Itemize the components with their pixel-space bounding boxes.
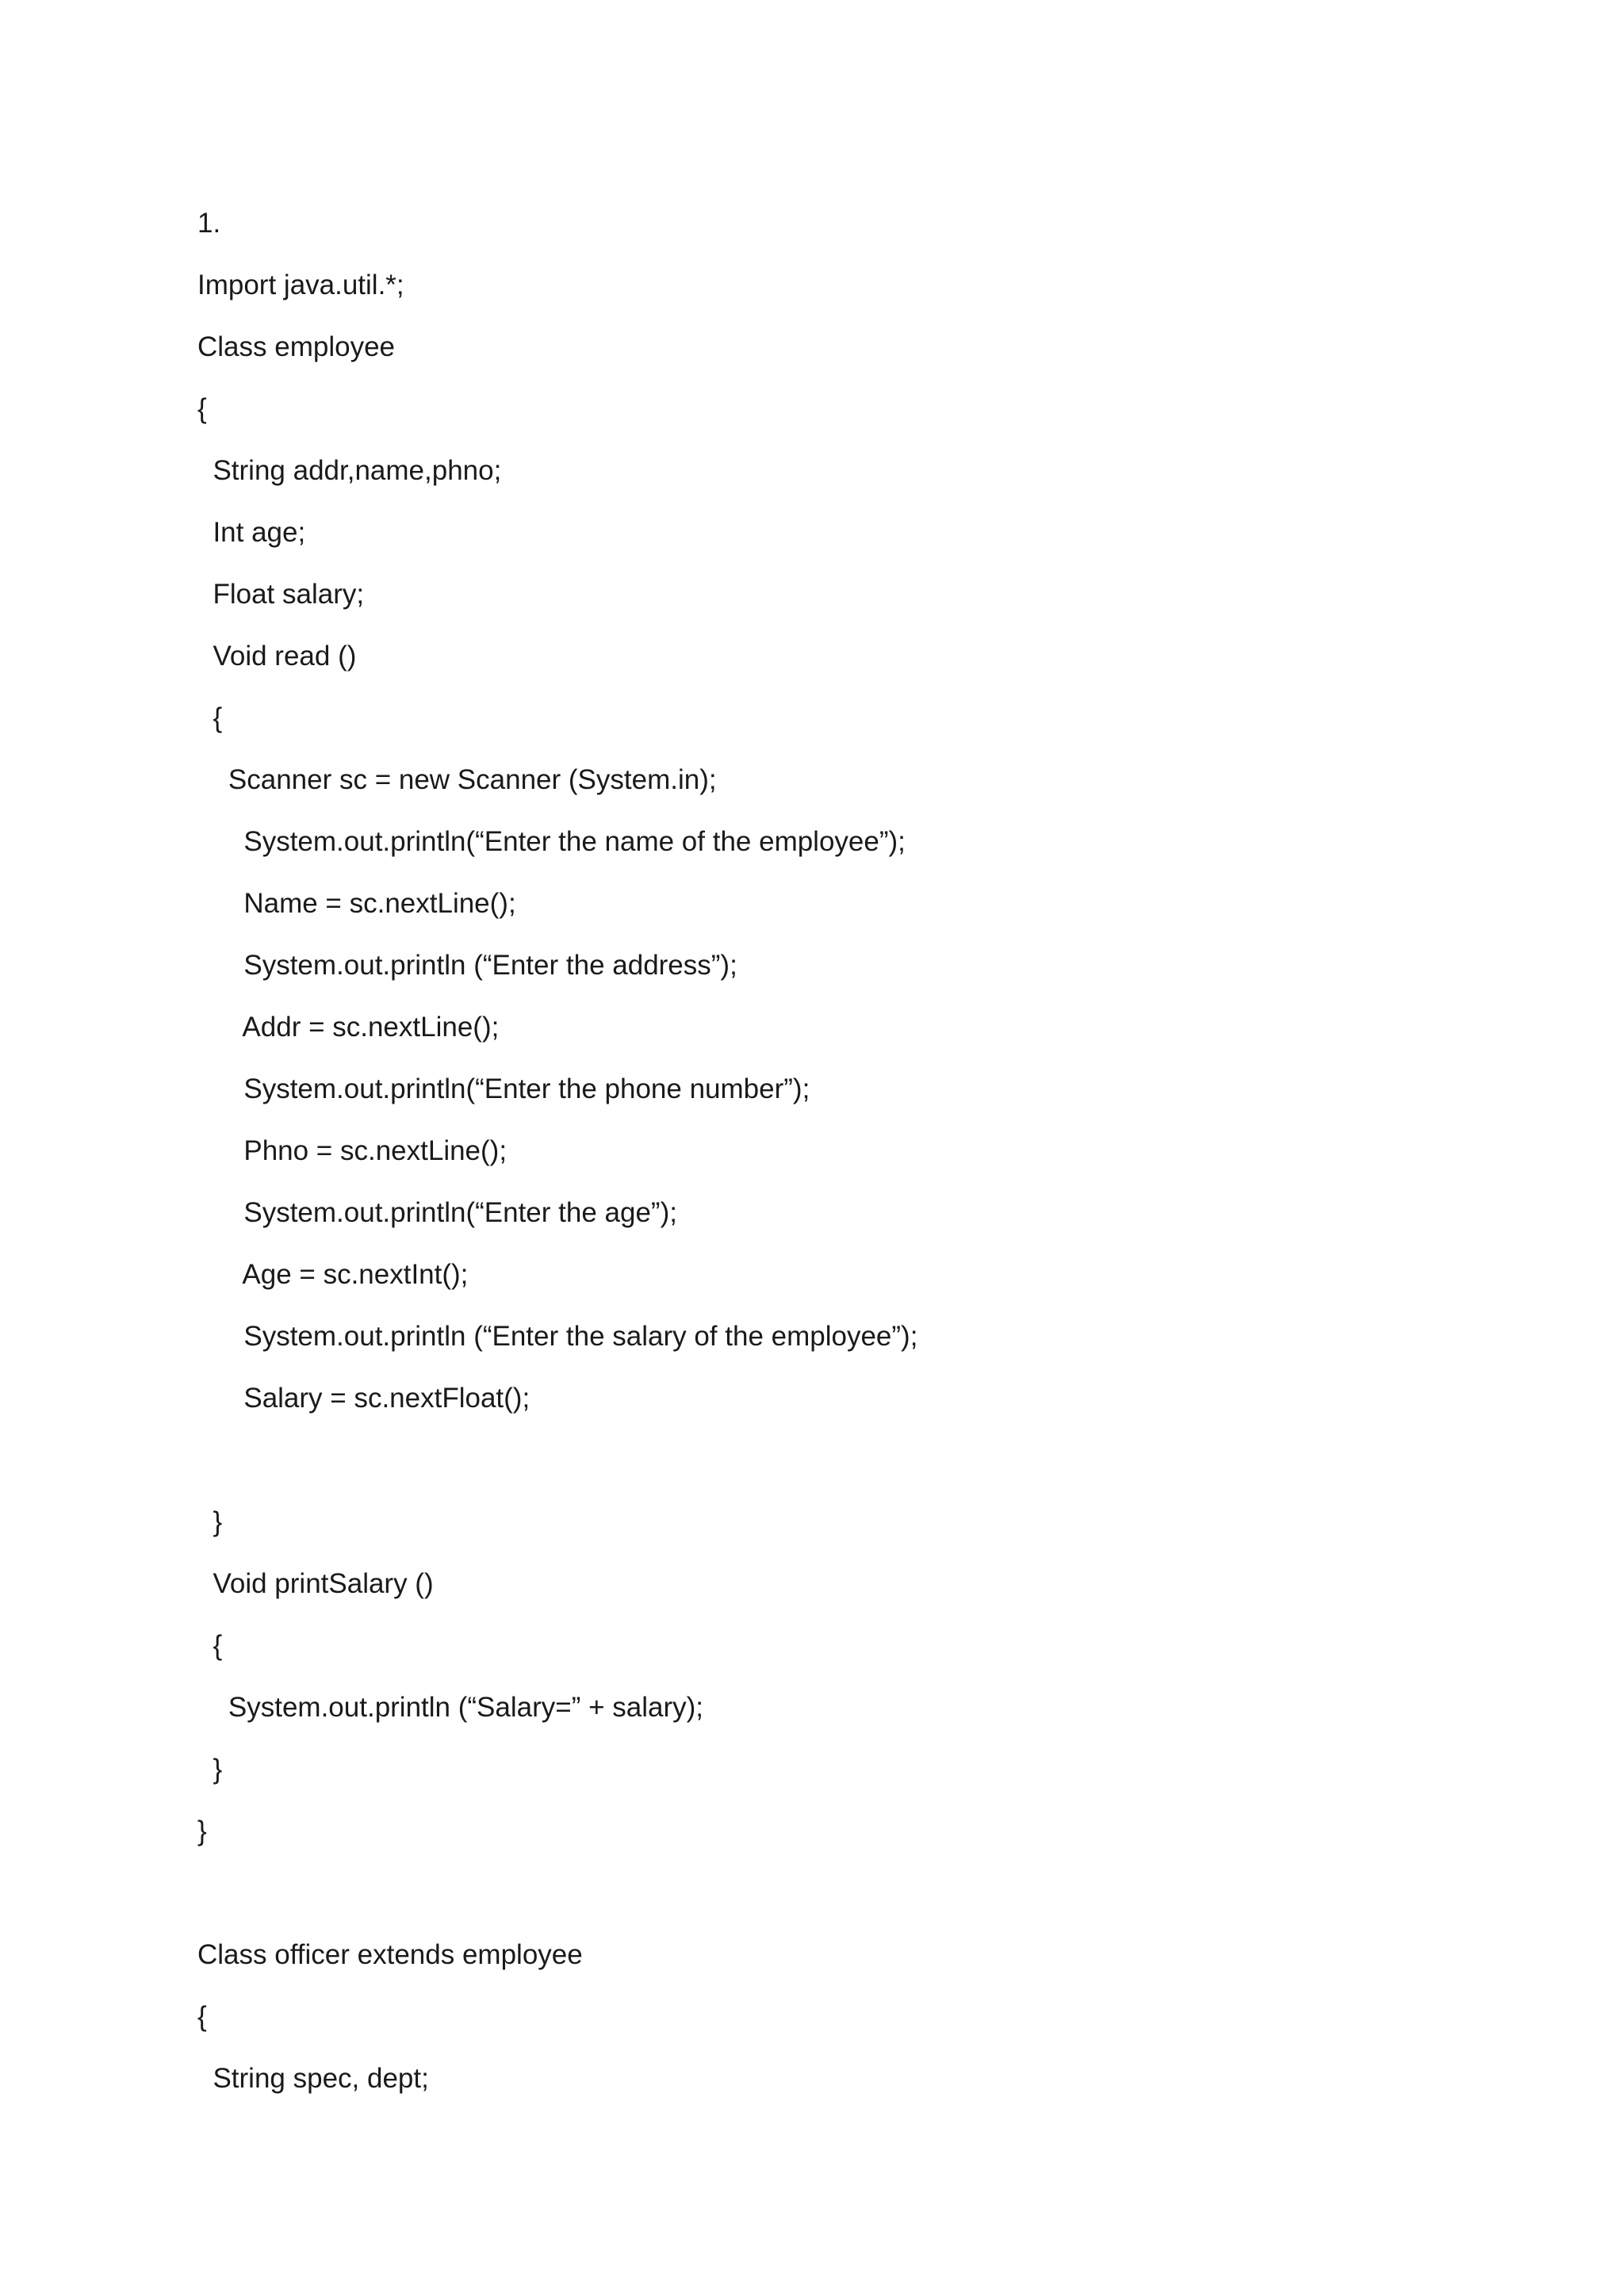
code-line: {	[197, 1630, 223, 1661]
code-line: System.out.println(“Enter the phone number”);	[197, 1073, 810, 1104]
code-line: System.out.println(“Enter the name of the employee”);	[197, 826, 906, 857]
code-line: Name = sc.nextLine();	[197, 888, 516, 919]
code-line: }	[197, 1506, 223, 1537]
code-line: Age = sc.nextInt();	[197, 1259, 469, 1290]
code-line: Void read ()	[197, 641, 357, 672]
code-line: Phno = sc.nextLine();	[197, 1135, 508, 1166]
code-line: Scanner sc = new Scanner (System.in);	[197, 764, 717, 795]
code-line: Class employee	[197, 331, 395, 362]
code-listing	[197, 193, 1545, 2110]
code-line: System.out.println (“Enter the address”);	[197, 950, 737, 981]
code-line: String addr,name,phno;	[197, 455, 502, 486]
code-line: {	[197, 702, 223, 733]
item-number: 1.	[197, 208, 221, 239]
code-line: System.out.println(“Enter the age”);	[197, 1197, 677, 1228]
blank-line	[197, 1862, 1545, 1924]
code-line: System.out.println (“Salary=” + salary);	[197, 1692, 703, 1723]
code-line: Int age;	[197, 517, 306, 548]
code-line: Import java.util.*;	[197, 270, 404, 300]
code-line: Class officer extends employee	[197, 1939, 583, 1970]
code-line: Salary = sc.nextFloat();	[197, 1383, 530, 1414]
code-line: {	[197, 2001, 207, 2032]
code-line: Float salary;	[197, 579, 365, 610]
code-line: }	[197, 1816, 207, 1846]
blank-line	[197, 1429, 1545, 1491]
code-line: System.out.println (“Enter the salary of the employee”);	[197, 1321, 918, 1352]
code-line: {	[197, 393, 207, 424]
code-line: String spec, dept;	[197, 2063, 429, 2094]
code-line: Void printSalary ()	[197, 1568, 434, 1599]
code-line: Addr = sc.nextLine();	[197, 1012, 500, 1043]
code-line: }	[197, 1754, 223, 1785]
